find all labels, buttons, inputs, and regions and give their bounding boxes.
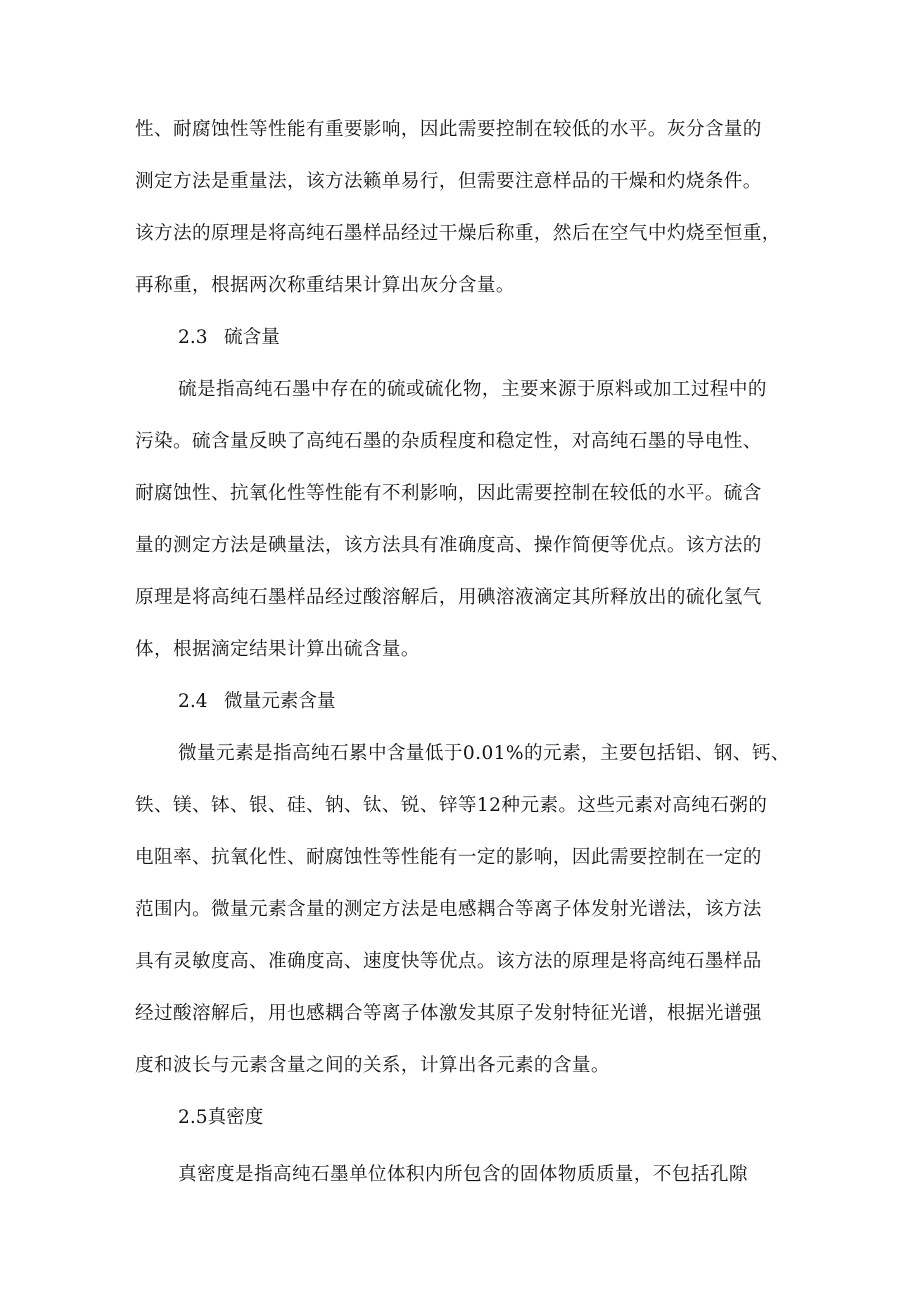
- paragraph-sulfur-line-4: 量的测定方法是碘量法，该方法具有准确度高、操作简便等优点。该方法的: [135, 535, 762, 556]
- paragraph-trace-line-1: 微量元素是指高纯石累中含量低于0.01%的元素，主要包括铝、钢、钙、: [178, 743, 790, 764]
- section-number: 2.5: [178, 1107, 208, 1128]
- paragraph-trace-line-6: 经过酸溶解后，用也感耦合等离子体激发其原子发射特征光谱，根据光谱强: [135, 1003, 762, 1024]
- paragraph-ash-line-1: 性、耐腐蚀性等性能有重要影响，因此需要控制在较低的水平。灰分含量的: [135, 119, 762, 140]
- section-heading-2-4: [178, 690, 336, 714]
- section-heading-2-5: [178, 1106, 263, 1130]
- paragraph-density-line-1: 真密度是指高纯石墨单位体积内所包含的固体物质质量，不包括孔隙: [178, 1164, 748, 1185]
- section-title: 硫含量: [224, 327, 280, 348]
- section-title: 真密度: [207, 1107, 264, 1128]
- section-number: 2.4: [178, 691, 208, 712]
- paragraph-trace-line-7: 度和波长与元素含量之间的关系，计算出各元素的含量。: [135, 1055, 610, 1076]
- paragraph-ash-line-4: 再称重，根据两次称重结果计算出灰分含量。: [135, 275, 515, 296]
- paragraph-trace-line-5: 具有灵敏度高、准确度高、速度快等优点。该方法的原理是将高纯石墨样品: [135, 951, 762, 972]
- paragraph-sulfur-line-6: 体，根据滴定结果计算出硫含量。: [135, 639, 420, 660]
- paragraph-sulfur-line-1: 硫是指高纯石墨中存在的硫或硫化物，主要来源于原料或加工过程中的: [178, 379, 767, 400]
- paragraph-sulfur-line-5: 原理是将高纯石墨样品经过酸溶解后，用碘溶液滴定其所释放出的硫化氢气: [135, 587, 762, 608]
- paragraph-sulfur-line-3: 耐腐蚀性、抗氧化性等性能有不利影响，因此需要控制在较低的水平。硫含: [135, 483, 762, 504]
- paragraph-trace-line-4: 范围内。微量元素含量的测定方法是电感耦合等离子体发射光谱法，该方法: [135, 899, 762, 920]
- paragraph-ash-line-3: 该方法的原理是将高纯石墨样品经过干燥后称重，然后在空气中灼烧至恒重，: [135, 223, 781, 244]
- paragraph-ash-line-2: 测定方法是重量法，该方法籁单易行，但需要注意样品的干燥和灼烧条件。: [135, 171, 762, 192]
- section-number: 2.3: [178, 327, 208, 348]
- paragraph-sulfur-line-2: 污染。硫含量反映了高纯石墨的杂质程度和稳定性，对高纯石墨的导电性、: [135, 431, 762, 452]
- paragraph-trace-line-3: 电阻率、抗氧化性、耐腐蚀性等性能有一定的影响，因此需要控制在一定的: [135, 847, 762, 868]
- section-title: 微量元素含量: [224, 691, 336, 712]
- section-heading-2-3: [178, 326, 280, 350]
- paragraph-trace-line-2: 铁、镁、钵、银、硅、钠、钛、锐、锌等12种元素。这些元素对高纯石粥的: [135, 795, 768, 816]
